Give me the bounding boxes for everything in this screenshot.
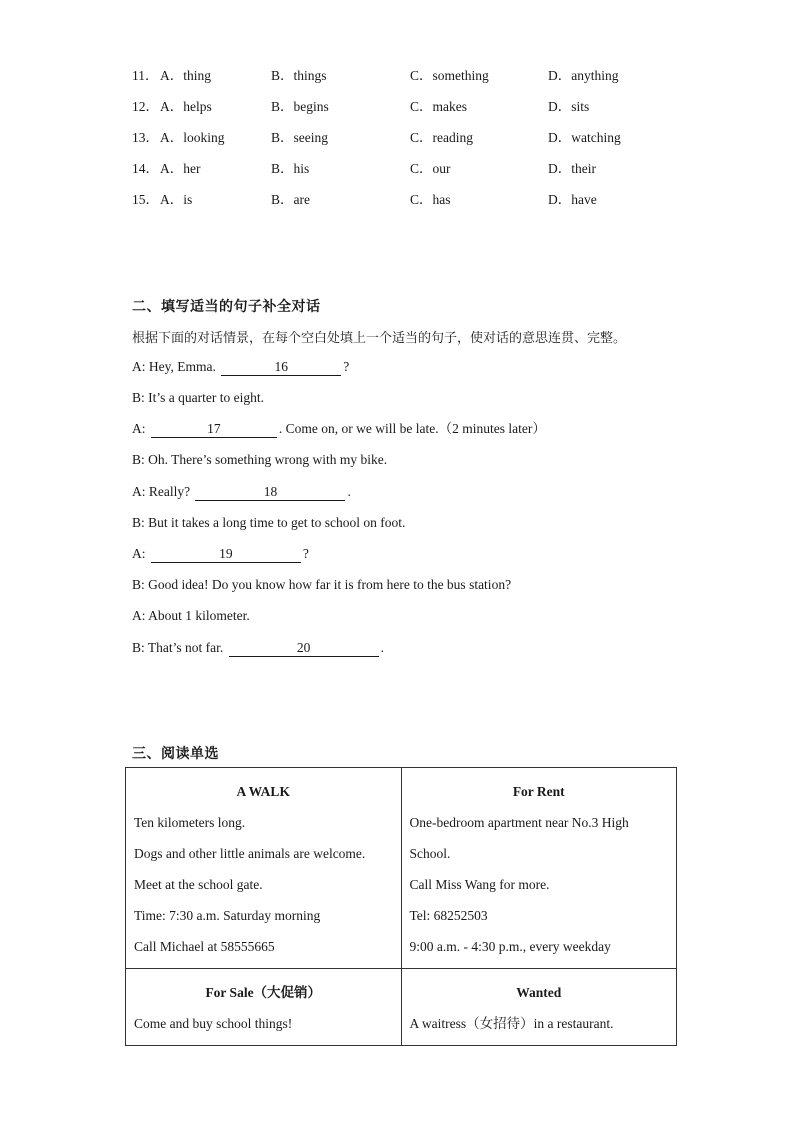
ad-line: Ten kilometers long.	[134, 815, 246, 830]
option-b: B．things	[271, 68, 327, 83]
option-d: D．have	[548, 192, 597, 207]
option-d: D．their	[548, 161, 596, 176]
option-a: A．is	[160, 192, 193, 207]
question-number: 12．	[132, 99, 159, 114]
question-number: 14．	[132, 161, 159, 176]
dialogue-line	[132, 638, 384, 658]
ad-line: A waitress（女招待）in a restaurant.	[409, 1016, 614, 1031]
dialogue-line	[132, 388, 264, 408]
ad-line: Call Michael at 58555665	[134, 939, 275, 954]
ads-table	[125, 767, 677, 1046]
question-number: 11．	[132, 68, 159, 83]
answer-blank[interactable]: 20	[229, 640, 379, 657]
line-text: B: Oh. There’s something wrong with my bike.	[132, 452, 388, 467]
option-d: D．anything	[548, 68, 619, 83]
line-text: A:	[132, 421, 149, 436]
ad-title: A WALK	[236, 784, 290, 799]
dialogue-line	[132, 357, 349, 377]
line-text: A: Really?	[132, 484, 194, 499]
dialogue-line	[132, 450, 387, 470]
section-title: 三、阅读单选	[132, 746, 219, 762]
ad-line: Call Miss Wang for more.	[409, 877, 550, 892]
option-b: B．seeing	[271, 130, 328, 145]
dialogue-line	[132, 482, 351, 502]
ad-title: For Rent	[512, 784, 565, 799]
line-text: ?	[343, 359, 350, 374]
line-text: B: That’s not far.	[132, 640, 227, 655]
option-c: C．reading	[410, 130, 473, 145]
ad-sale	[126, 969, 402, 1046]
question-number: 15．	[132, 192, 159, 207]
ad-rent	[401, 768, 677, 969]
dialogue-line	[132, 606, 250, 626]
option-b: B．begins	[271, 99, 329, 114]
answer-blank[interactable]: 17	[151, 421, 277, 438]
ad-line: Come and buy school things!	[134, 1016, 293, 1031]
ad-walk	[126, 768, 402, 969]
option-b: B．are	[271, 192, 310, 207]
ad-line: Meet at the school gate.	[134, 877, 263, 892]
ad-line: One-bedroom apartment near No.3 High	[409, 815, 629, 830]
option-c: C．our	[410, 161, 451, 176]
ad-line: School.	[409, 846, 451, 861]
line-text: B: Good idea! Do you know how far it is from here to the bus station?	[132, 577, 512, 592]
option-c: C．something	[410, 68, 489, 83]
option-a: A．thing	[160, 68, 212, 83]
option-a: A．her	[160, 161, 201, 176]
option-b: B．his	[271, 161, 310, 176]
line-text: .	[347, 484, 351, 499]
option-d: D．sits	[548, 99, 590, 114]
ad-line: Time: 7:30 a.m. Saturday morning	[134, 908, 321, 923]
line-text: A: About 1 kilometer.	[132, 608, 250, 623]
dialogue-line	[132, 513, 405, 533]
ad-line: 9:00 a.m. - 4:30 p.m., every weekday	[409, 939, 611, 954]
line-text: A:	[132, 546, 149, 561]
option-a: A．looking	[160, 130, 225, 145]
option-c: C．has	[410, 192, 451, 207]
ad-line: Dogs and other little animals are welcome.	[134, 846, 366, 861]
answer-blank[interactable]: 16	[221, 359, 341, 376]
ad-title: For Sale（大促销）	[205, 985, 322, 1000]
line-text: .	[380, 640, 384, 655]
option-d: D．watching	[548, 130, 621, 145]
answer-blank[interactable]: 19	[151, 546, 301, 563]
line-text: . Come on, or we will be late.（2 minutes later）	[278, 421, 546, 436]
section-title: 二、填写适当的句子补全对话	[132, 299, 321, 315]
option-c: C．makes	[410, 99, 467, 114]
section-instruction: 根据下面的对话情景，在每个空白处填上一个适当的句子，使对话的意思连贯、完整。	[132, 331, 627, 346]
dialogue-line	[132, 575, 511, 595]
line-text: B: It’s a quarter to eight.	[132, 390, 264, 405]
question-number: 13．	[132, 130, 159, 145]
ad-title: Wanted	[516, 985, 562, 1000]
dialogue-line	[132, 419, 546, 439]
ad-wanted	[401, 969, 677, 1046]
ad-line: Tel: 68252503	[409, 908, 488, 923]
line-text: ?	[302, 546, 309, 561]
line-text: A: Hey, Emma.	[132, 359, 220, 374]
line-text: B: But it takes a long time to get to school on foot.	[132, 515, 406, 530]
dialogue-line	[132, 544, 309, 564]
answer-blank[interactable]: 18	[195, 484, 345, 501]
option-a: A．helps	[160, 99, 212, 114]
